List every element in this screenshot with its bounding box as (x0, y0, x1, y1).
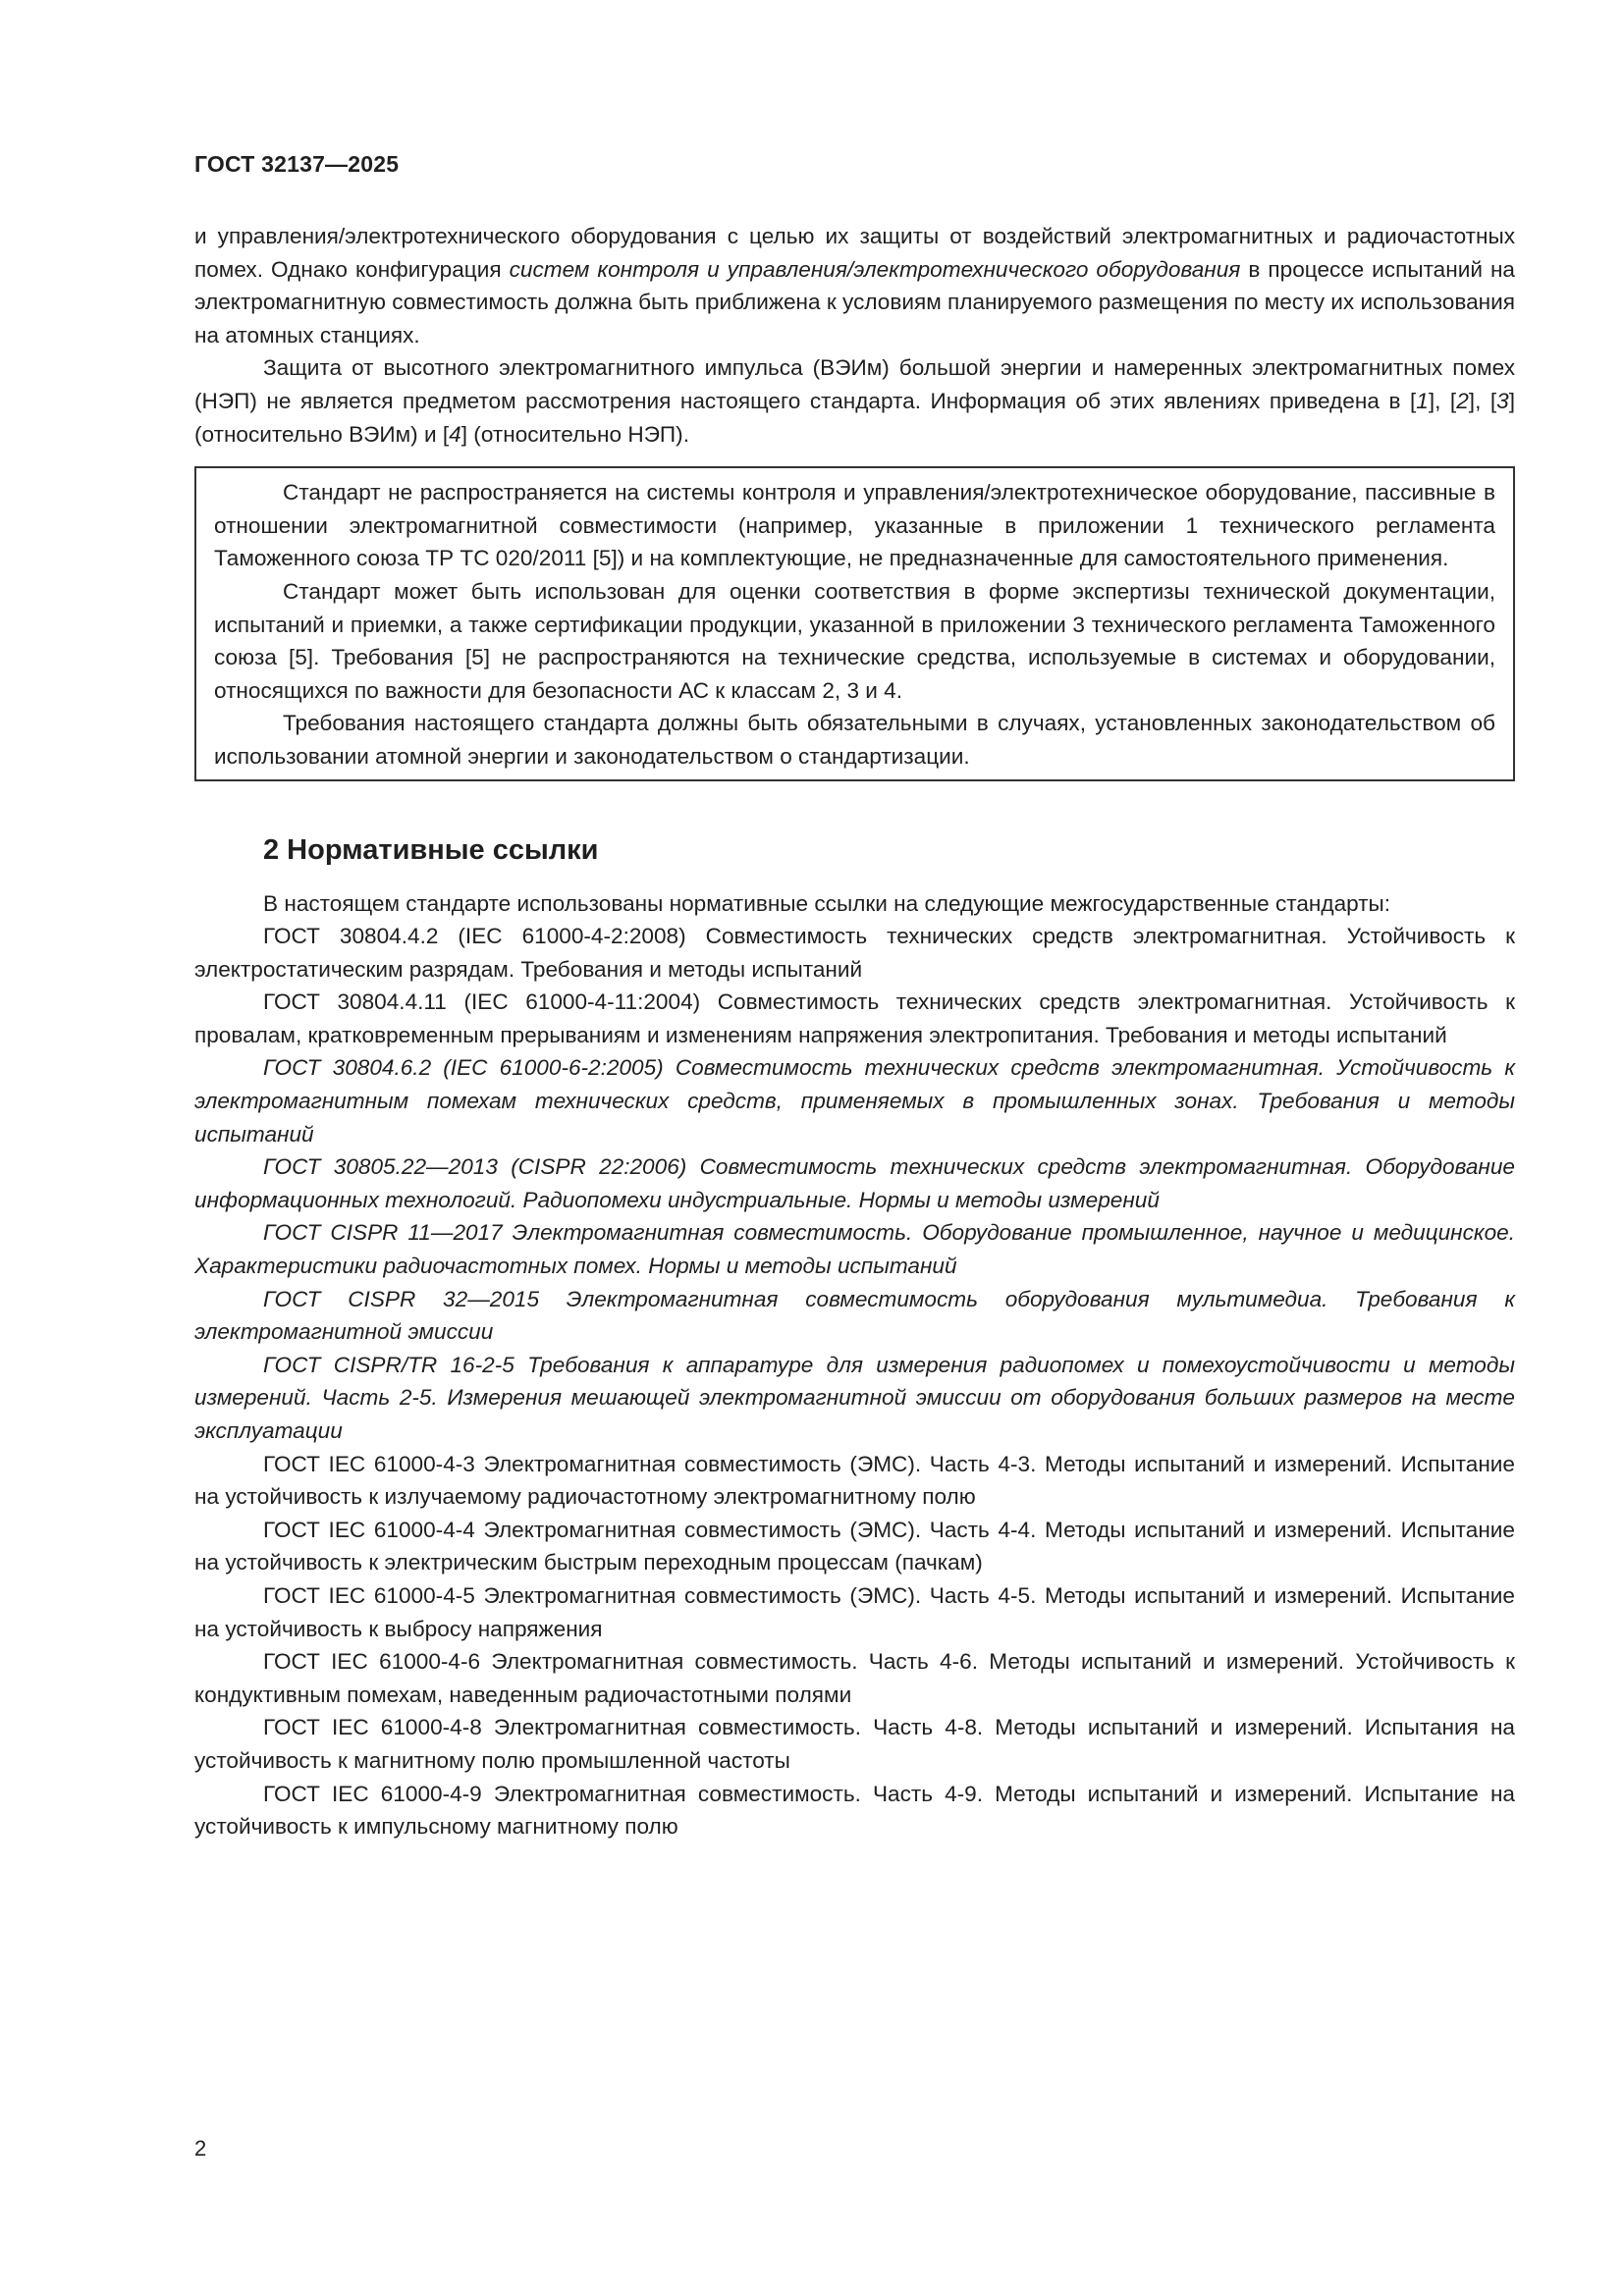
italic-term: систем контроля и управления/электротехнического оборудования (509, 256, 1241, 282)
bibliography-ref: 3 (1496, 388, 1509, 413)
reference-item: ГОСТ CISPR/TR 16-2-5 Требования к аппаратуре для измерения радиопомех и помехоустойчивости и методы измерений. Часть 2-5. Измерения мешающей электромагнитной эмиссии от оборудования больших размеров на месте эксплуатации (194, 1352, 1515, 1443)
intro-paragraph-2 (194, 351, 1515, 451)
reference-item: ГОСТ CISPR 11—2017 Электромагнитная совместимость. Оборудование промышленное, научное и медицинское. Характеристики радиочастотных помех. Нормы и методы испытаний (194, 1220, 1515, 1279)
note-paragraph-3: Требования настоящего стандарта должны быть обязательными в случаях, установленных законодательством об использовании атомной энергии и законодательством о стандартизации. (214, 711, 1495, 769)
text-span: ], [ (1428, 388, 1457, 413)
note-paragraph-1: Стандарт не распространяется на системы контроля и управления/электротехническое оборудование, пассивные в отношении электромагнитной совместимости (например, указанные в приложении 1 технического регламента Таможенного союза ТР ТС 020/2011 [5]) и на комплектующие, не предназначенные для самостоятельного применения. (214, 480, 1495, 571)
text-span: ], [ (1468, 388, 1497, 413)
reference-item: ГОСТ IEC 61000-4-3 Электромагнитная совместимость (ЭМС). Часть 4-3. Методы испытаний и измерений. Испытание на устойчивость к излучаемому радиочастотному электромагнитному полю (194, 1451, 1515, 1510)
bibliography-ref: 1 (1416, 388, 1429, 413)
bibliography-ref: 4 (449, 421, 461, 447)
text-span: ] (относительно ВЭИм) и [ (194, 388, 1516, 447)
text-span: и управления/электротехнического оборудования с целью их защиты от воздействий электромагнитных и радиочастотных помех. Однако конфигурация (194, 224, 1515, 282)
page-content (194, 220, 1515, 1843)
reference-item: ГОСТ 30804.6.2 (IEC 61000-6-2:2005) Совместимость технических средств электромагнитная. Устойчивость к электромагнитным помехам технических средств, применяемых в промышленных зонах. Требования и методы испытаний (194, 1055, 1515, 1147)
reference-item: ГОСТ IEC 61000-4-5 Электромагнитная совместимость (ЭМС). Часть 4-5. Методы испытаний и измерений. Испытание на устойчивость к выбросу напряжения (194, 1582, 1515, 1641)
section-heading: 2 Нормативные ссылки (263, 833, 599, 866)
reference-item: ГОСТ 30805.22—2013 (CISPR 22:2006) Совместимость технических средств электромагнитная. Оборудование информационных технологий. Радиопомехи индустриальные. Нормы и методы измерений (194, 1154, 1515, 1212)
text-span: ] (относительно НЭП). (460, 421, 689, 447)
page-number: 2 (194, 2136, 207, 2161)
reference-item: ГОСТ IEC 61000-4-6 Электромагнитная совместимость. Часть 4-6. Методы испытаний и измерений. Устойчивость к кондуктивным помехам, наведенным радиочастотными полями (194, 1649, 1515, 1707)
reference-item: ГОСТ 30804.4.11 (IEC 61000-4-11:2004) Совместимость технических средств электромагнитная. Устойчивость к провалам, кратковременным прерываниям и изменениям напряжения электропитания. Требования и методы испытаний (194, 989, 1515, 1047)
intro-paragraph-1 (194, 220, 1515, 351)
bordered-note-box (194, 466, 1515, 780)
document-code-header: ГОСТ 32137—2025 (194, 151, 400, 177)
text-span: в процессе испытаний на электромагнитную совместимость должна быть приближена к условиям планируемого размещения по месту их использования на атомных станциях. (194, 256, 1515, 347)
reference-item: ГОСТ IEC 61000-4-9 Электромагнитная совместимость. Часть 4-9. Методы испытаний и измерений. Испытание на устойчивость к импульсному магнитному полю (194, 1781, 1515, 1840)
reference-item: ГОСТ CISPR 32—2015 Электромагнитная совместимость оборудования мультимедиа. Требования к электромагнитной эмиссии (194, 1286, 1515, 1345)
section-intro: В настоящем стандарте использованы нормативные ссылки на следующие межгосударственные стандарты: (263, 890, 1391, 916)
reference-item: ГОСТ IEC 61000-4-4 Электромагнитная совместимость (ЭМС). Часть 4-4. Методы испытаний и измерений. Испытание на устойчивость к электрическим быстрым переходным процессам (пачкам) (194, 1517, 1515, 1575)
reference-item: ГОСТ IEC 61000-4-8 Электромагнитная совместимость. Часть 4-8. Методы испытаний и измерений. Испытания на устойчивость к магнитному полю промышленной частоты (194, 1715, 1515, 1773)
reference-item: ГОСТ 30804.4.2 (IEC 61000-4-2:2008) Совместимость технических средств электромагнитная. Устойчивость к электростатическим разрядам. Требования и методы испытаний (194, 924, 1515, 982)
bibliography-ref: 2 (1456, 388, 1469, 413)
note-paragraph-2: Стандарт может быть использован для оценки соответствия в форме экспертизы технической документации, испытаний и приемки, а также сертификации продукции, указанной в приложении 3 технического регламента Таможенного союза [5]. Требования [5] не распространяются на технические средства, используемые в системах и оборудовании, относящихся по важности для безопасности АС к классам 2, 3 и 4. (214, 578, 1495, 703)
text-span: Защита от высотного электромагнитного импульса (ВЭИм) большой энергии и намеренных электромагнитных помех (НЭП) не является предметом рассмотрения настоящего стандарта. Информация об этих явлениях приведена в [ (194, 355, 1515, 413)
